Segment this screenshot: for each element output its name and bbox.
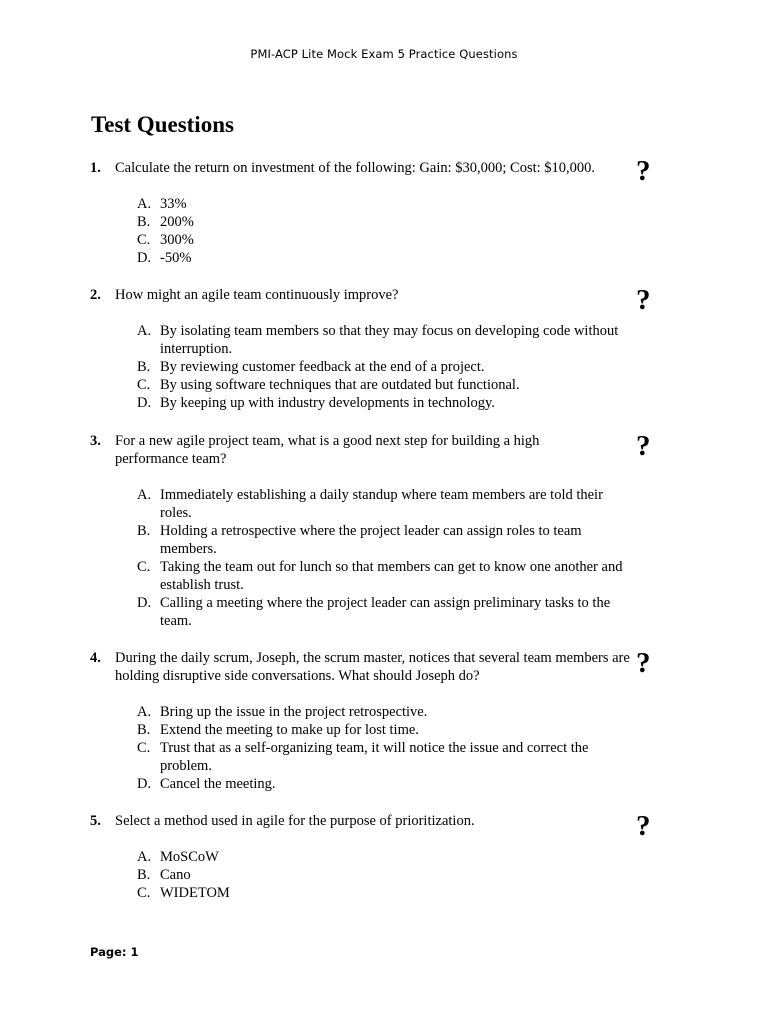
running-header: PMI-ACP Lite Mock Exam 5 Practice Questions <box>250 47 518 61</box>
option-b <box>0 866 768 884</box>
option-letter: C. <box>137 559 151 575</box>
option-text: WIDETOM <box>160 885 230 901</box>
option-c <box>0 231 768 249</box>
option-letter: B. <box>137 214 151 230</box>
option-letter: C. <box>137 232 151 248</box>
option-letter: A. <box>137 704 152 720</box>
section-title: Test Questions <box>91 112 234 137</box>
option-letter: A. <box>137 849 152 865</box>
option-letter: B. <box>137 722 151 738</box>
option-b <box>0 213 768 231</box>
option-text: Holding a retrospective where the project leader can assign roles to team members. <box>160 523 582 557</box>
option-text: 200% <box>160 214 194 230</box>
question-number: 4. <box>90 650 101 666</box>
option-letter: D. <box>137 395 152 411</box>
answer-options <box>0 848 768 902</box>
option-text: Taking the team out for lunch so that members can get to know one another and establish trust. <box>160 559 623 593</box>
question-text: For a new agile project team, what is a good next step for building a high performance team? <box>115 433 540 467</box>
option-text: Cano <box>160 867 191 883</box>
answer-options <box>0 486 768 630</box>
option-letter: D. <box>137 776 152 792</box>
answer-options <box>0 322 768 412</box>
question-mark-icon: ? <box>636 430 651 462</box>
option-letter: A. <box>137 196 152 212</box>
question-mark-icon: ? <box>636 155 651 187</box>
option-d <box>0 249 768 267</box>
option-letter: D. <box>137 595 152 611</box>
option-a <box>0 703 768 721</box>
question-mark-icon: ? <box>636 810 651 842</box>
option-d <box>0 394 768 412</box>
option-text: -50% <box>160 250 192 266</box>
option-letter: D. <box>137 250 152 266</box>
question-text: Calculate the return on investment of the following: Gain: $30,000; Cost: $10,000. <box>115 160 596 176</box>
option-d <box>0 775 768 793</box>
option-c <box>0 884 768 902</box>
answer-options <box>0 195 768 267</box>
option-letter: C. <box>137 377 151 393</box>
page-number: Page: 1 <box>90 945 139 959</box>
option-a <box>0 848 768 866</box>
option-a <box>0 322 768 358</box>
question-mark-icon: ? <box>636 284 651 316</box>
option-d <box>0 594 768 630</box>
option-c <box>0 739 768 775</box>
option-b <box>0 358 768 376</box>
option-letter: A. <box>137 487 152 503</box>
option-text: By using software techniques that are outdated but functional. <box>160 377 520 393</box>
question-number: 1. <box>90 160 101 176</box>
option-letter: B. <box>137 359 151 375</box>
option-letter: C. <box>137 885 151 901</box>
option-a <box>0 486 768 522</box>
option-text: Immediately establishing a daily standup where team members are told their roles. <box>160 487 603 521</box>
option-c <box>0 376 768 394</box>
option-text: Trust that as a self-organizing team, it will notice the issue and correct the problem. <box>160 740 589 774</box>
option-letter: A. <box>137 323 152 339</box>
option-c <box>0 558 768 594</box>
option-text: Cancel the meeting. <box>160 776 276 792</box>
option-text: Calling a meeting where the project leader can assign preliminary tasks to the team. <box>160 595 611 629</box>
option-letter: B. <box>137 867 151 883</box>
answer-options <box>0 703 768 793</box>
question-number: 2. <box>90 287 101 303</box>
question-number: 5. <box>90 813 101 829</box>
option-letter: C. <box>137 740 151 756</box>
option-text: Bring up the issue in the project retrospective. <box>160 704 428 720</box>
question-text: How might an agile team continuously improve? <box>115 287 399 303</box>
option-text: 300% <box>160 232 194 248</box>
option-text: Extend the meeting to make up for lost time. <box>160 722 419 738</box>
option-b <box>0 522 768 558</box>
option-a <box>0 195 768 213</box>
question-number: 3. <box>90 433 101 449</box>
option-b <box>0 721 768 739</box>
option-text: MoSCoW <box>160 849 219 865</box>
option-text: By reviewing customer feedback at the end of a project. <box>160 359 485 375</box>
option-text: 33% <box>160 196 187 212</box>
question-mark-icon: ? <box>636 647 651 679</box>
question-text: During the daily scrum, Joseph, the scrum master, notices that several team members are holding disruptive side conversations. What should Joseph do? <box>115 650 630 684</box>
option-letter: B. <box>137 523 151 539</box>
option-text: By keeping up with industry developments in technology. <box>160 395 495 411</box>
question-text: Select a method used in agile for the purpose of prioritization. <box>115 813 475 829</box>
option-text: By isolating team members so that they may focus on developing code without interruption. <box>160 323 619 357</box>
